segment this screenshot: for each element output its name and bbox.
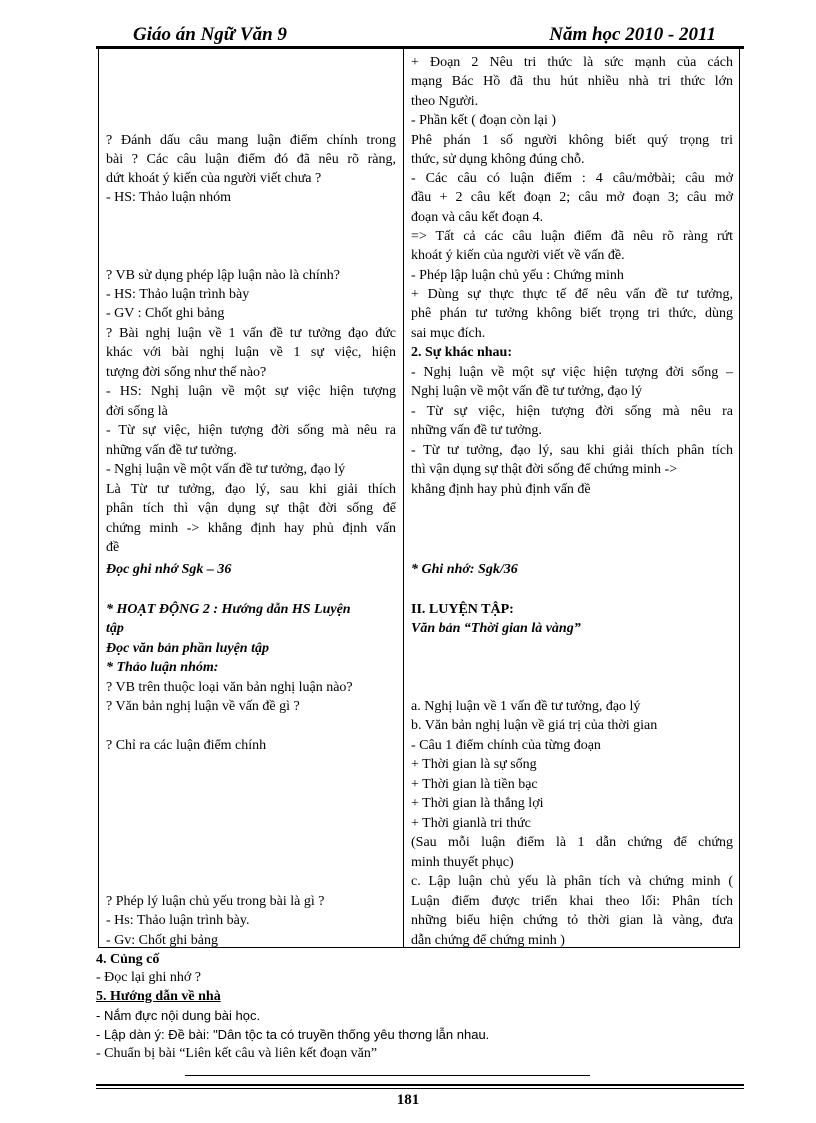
below-line: - Nắm đực nội dung bài học.: [96, 1008, 261, 1023]
right-heading-ghi-nho: * Ghi nhớ: Sgk/36: [411, 562, 518, 577]
right-line: Văn bản “Thời gian là vàng”: [411, 621, 581, 636]
below-line: - Lập dàn ý: Đề bài: "Dân tộc ta có truyền thống yêu thơng lẫn nhau.: [96, 1027, 490, 1042]
left-heading-ghi-nho: Đọc ghi nhớ Sgk – 36: [106, 562, 232, 577]
right-line: + Thời gianlà tri thức: [411, 816, 531, 831]
left-line: phân tích thì vận dụng sự thật đời sống để: [106, 501, 396, 516]
left-line: những vấn đề tư tưởng.: [106, 443, 237, 458]
right-line: Nghị luận về một vấn đề tư tưởng, đạo lý: [411, 384, 642, 399]
right-line: - Phép lập luận chủ yếu : Chứng minh: [411, 268, 624, 283]
right-line: dẫn chứng để chứng minh ): [411, 933, 565, 948]
header-left: Giáo án Ngữ Văn 9: [133, 24, 287, 45]
right-heading-luyen-tap: II. LUYỆN TẬP:: [411, 602, 514, 617]
right-line: thì vận dụng sự thật đời sống để chứng minh ->: [411, 462, 678, 477]
left-line: - Gv: Chốt ghi bảng: [106, 933, 218, 948]
right-line: khoát ý kiến của người viết về vấn đề.: [411, 248, 625, 263]
left-line: đời sống là: [106, 404, 168, 419]
left-line: - HS: Nghị luận về một sự việc hiện tượng: [106, 384, 396, 399]
left-line: Đọc văn bản phần luyện tập: [106, 641, 269, 656]
left-line: - HS: Thảo luận trình bày: [106, 287, 250, 302]
right-line: - Phần kết ( đoạn còn lại ): [411, 113, 557, 128]
left-line: * Thảo luận nhóm:: [106, 660, 219, 675]
right-line: những vấn đề tư tưởng.: [411, 423, 542, 438]
left-line: - Nghị luận về một vấn đề tư tưởng, đạo lý: [106, 462, 346, 477]
right-line: minh thuyết phục): [411, 855, 514, 870]
section-huong-dan: 5. Hướng dẫn về nhà: [96, 989, 221, 1004]
left-line: chứng minh -> khẳng định hay phủ định vấn: [106, 521, 396, 536]
right-line: + Thời gian là sự sống: [411, 757, 537, 772]
right-line: sai mục đích.: [411, 326, 486, 341]
left-line: tập: [106, 621, 124, 636]
left-line: dứt khoát ý kiến của người viết chưa ?: [106, 171, 322, 186]
right-line: khẳng định hay phủ định vấn đề: [411, 482, 591, 497]
left-line: bài ? Các câu luận điểm đó đã nêu rõ ràng,: [106, 152, 396, 167]
footer-rule-short: [185, 1075, 590, 1076]
footer-rule-top: [96, 1084, 744, 1086]
right-line: (Sau mỗi luận điểm là 1 dẫn chứng để chứng: [411, 835, 733, 850]
left-line: ? Đánh dấu câu mang luận điểm chính trong: [106, 133, 396, 148]
left-line: ? VB sử dụng phép lập luận nào là chính?: [106, 268, 341, 283]
left-line: ? VB trên thuộc loại văn bản nghị luận nào?: [106, 680, 353, 695]
right-line: + Thời gian là thắng lợi: [411, 796, 544, 811]
right-line: Luận điểm được triển khai theo lối: Phân tích: [411, 894, 733, 909]
lesson-table: [98, 48, 740, 948]
left-line: - HS: Thảo luận nhóm: [106, 190, 231, 205]
left-line: ? Bài nghị luận về 1 vấn đề tư tưởng đạo đức: [106, 326, 396, 341]
left-line: - Từ sự việc, hiện tượng đời sống mà nêu ra: [106, 423, 396, 438]
right-line: + Dùng sự thực thực tế để nêu vấn đề tư tưởng,: [411, 287, 733, 302]
right-line: - Nghị luận về một sự việc hiện tượng đời sống –: [411, 365, 733, 380]
left-line: khác với bài nghị luận về 1 sự việc, hiện: [106, 345, 396, 360]
right-line: đầu + 2 câu kết đoạn 2; câu mở đoạn 3; câu mở: [411, 190, 733, 205]
page-number: 181: [396, 1092, 420, 1108]
left-line: ? Phép lý luận chủ yếu trong bài là gì ?: [106, 894, 325, 909]
right-heading-su-khac-nhau: 2. Sự khác nhau:: [411, 345, 512, 360]
right-line: c. Lập luận chủ yếu là phân tích và chứng minh (: [411, 874, 733, 889]
right-line: + Thời gian là tiền bạc: [411, 777, 538, 792]
left-line: đề: [106, 540, 120, 555]
right-line: - Câu 1 điểm chính của từng đoạn: [411, 738, 601, 753]
right-line: - Các câu có luận điểm : 4 câu/mởbài; câu mở: [411, 171, 733, 186]
left-line: ? Văn bản nghị luận về vấn đề gì ?: [106, 699, 300, 714]
left-line: - GV : Chốt ghi bảng: [106, 306, 225, 321]
section-cung-co: 4. Củng cố: [96, 952, 160, 967]
right-line: - Từ tư tưởng, đạo lý, sau khi giải thích phân tích: [411, 443, 733, 458]
right-line: Phê phán 1 số người không biết quý trọng tri: [411, 133, 733, 148]
right-line: b. Văn bản nghị luận về giá trị của thời gian: [411, 718, 658, 733]
below-line: - Chuẩn bị bài “Liên kết câu và liên kết đoạn văn”: [96, 1046, 378, 1061]
right-line: thức, sử dụng không đúng chỗ.: [411, 152, 585, 167]
right-line: đoạn và câu kết đoạn 4.: [411, 210, 544, 225]
right-line: - Từ sự việc, hiện tượng đời sống mà nêu ra: [411, 404, 733, 419]
left-line: tượng đời sống như thế nào?: [106, 365, 267, 380]
right-line: những biểu hiện chứng tỏ thời gian là vàng, đưa: [411, 913, 733, 928]
footer-rule-bottom: [96, 1088, 744, 1089]
right-line: + Đoạn 2 Nêu tri thức là sức mạnh của cách: [411, 55, 733, 70]
header-right: Năm học 2010 - 2011: [549, 24, 716, 45]
left-heading-hoat-dong-2: * HOẠT ĐỘNG 2 : Hướng dẫn HS Luyện: [106, 602, 351, 617]
left-line: - Hs: Thảo luận trình bày.: [106, 913, 250, 928]
right-line: phê phán tư tưởng không biết trọng tri thức, dùng: [411, 306, 733, 321]
column-divider: [403, 49, 404, 947]
left-line: Là Từ tư tưởng, đạo lý, sau khi giải thích: [106, 482, 396, 497]
right-line: theo Người.: [411, 94, 479, 109]
left-line: ? Chỉ ra các luận điểm chính: [106, 738, 267, 753]
right-line: a. Nghị luận về 1 vấn đề tư tưởng, đạo lý: [411, 699, 641, 714]
right-line: => Tất cả các câu luận điểm đã nêu rõ ràng rứt: [411, 229, 733, 244]
right-line: mạng Bác Hồ đã thu hút nhiều nhà tri thức lớn: [411, 74, 733, 89]
below-line: - Đọc lại ghi nhớ ?: [96, 970, 201, 985]
